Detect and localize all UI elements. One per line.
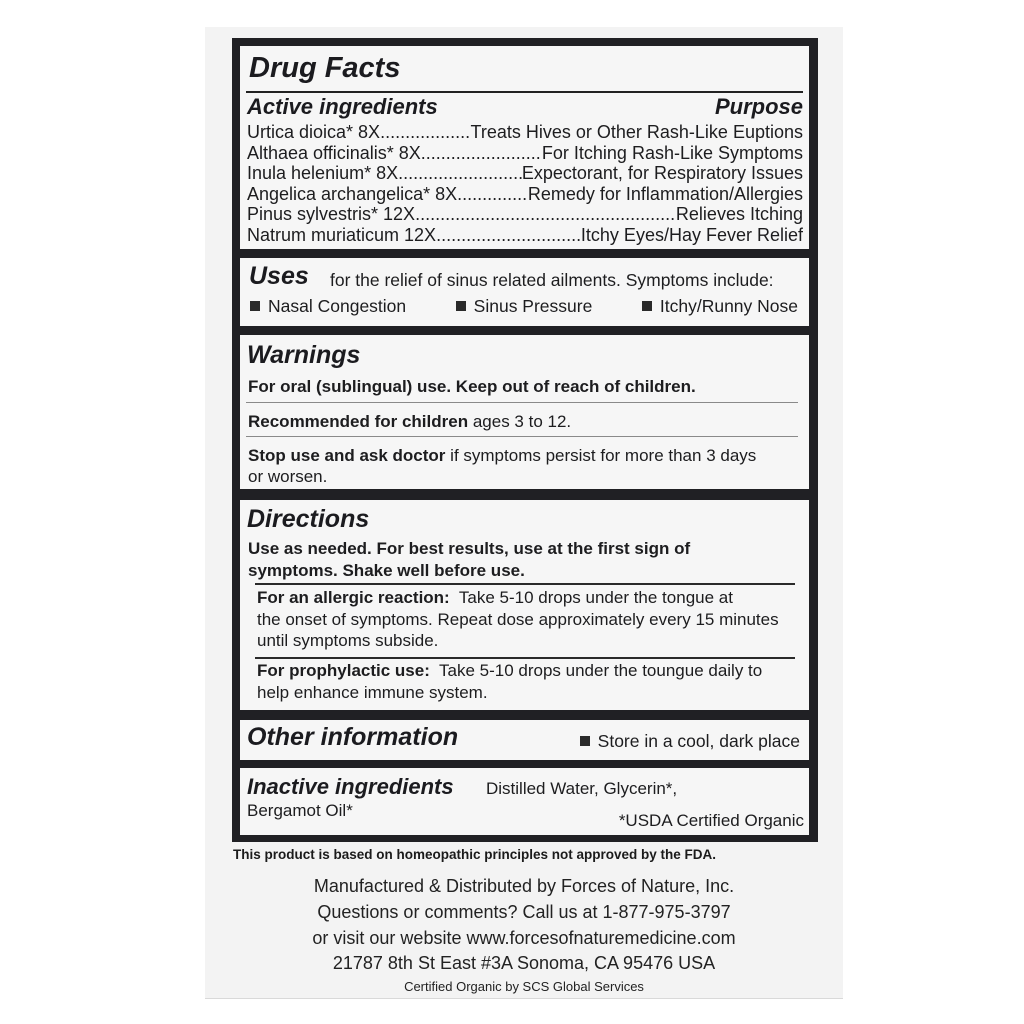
symptom-item: Sinus Pressure: [456, 296, 593, 317]
dot-leader: [380, 122, 470, 143]
active-ingredients-section: [240, 46, 809, 249]
inactive-ingredients-list-cont: Bergamot Oil*: [247, 801, 353, 820]
square-bullet-icon: [456, 301, 466, 311]
divider: [246, 402, 798, 403]
fda-disclaimer: This product is based on homeopathic principles not approved by the FDA.: [233, 847, 717, 862]
uses-section: [240, 258, 809, 326]
directions-section: [240, 500, 809, 710]
ingredient-name: Pinus sylvestris* 12X: [247, 204, 416, 225]
oral-use-warning: For oral (sublingual) use. Keep out of reach of children.: [248, 377, 696, 396]
square-bullet-icon: [642, 301, 652, 311]
drug-facts-title: Drug Facts: [249, 52, 401, 84]
ingredient-name: Angelica archangelica* 8X: [247, 183, 458, 204]
allergic-reaction-directions: For an allergic reaction: Take 5-10 drops under the tongue at the onset of symptoms. Repeat dose approximately every 15 minutes until symptoms subside.: [257, 588, 779, 650]
ingredient-row: [247, 122, 803, 143]
ingredient-name: Natrum muriaticum 12X: [247, 224, 437, 245]
ingredient-purpose: Itchy Eyes/Hay Fever Relief: [580, 224, 803, 245]
square-bullet-icon: [250, 301, 260, 311]
address-line: 21787 8th St East #3A Sonoma, CA 95476 USA: [332, 953, 716, 973]
uses-description: for the relief of sinus related ailments. Symptoms include:: [330, 270, 774, 290]
children-warning: Recommended for children ages 3 to 12.: [248, 412, 572, 431]
contact-phone-line: Questions or comments? Call us at 1-877-975-3797: [317, 902, 731, 922]
ingredient-row: [247, 143, 803, 164]
ingredient-purpose: Treats Hives or Other Rash-Like Euptions: [470, 122, 803, 142]
prophylactic-use-directions: For prophylactic use: Take 5-10 drops under the toungue daily to help enhance immune system.: [257, 661, 763, 702]
divider: [255, 583, 795, 585]
ingredient-name: Urtica dioica* 8X: [247, 122, 381, 142]
storage-info: Store in a cool, dark place: [580, 731, 800, 752]
stop-use-warning: Stop use and ask doctor if symptoms persist for more than 3 days or worsen.: [248, 446, 757, 486]
symptom-item: Nasal Congestion: [250, 296, 406, 317]
ingredient-name: Inula helenium* 8X: [247, 163, 399, 184]
organic-footnote: *USDA Certified Organic: [618, 811, 804, 830]
symptoms-list: [250, 296, 798, 317]
ingredient-row: [247, 225, 803, 246]
purpose-heading: Purpose: [714, 94, 803, 119]
manufacturer-line: Manufactured & Distributed by Forces of Nature, Inc.: [313, 876, 735, 896]
dot-leader: [457, 184, 528, 205]
ingredient-row: [247, 204, 803, 225]
ingredient-purpose: Remedy for Inflammation/Allergies: [527, 183, 803, 204]
dot-leader: [398, 163, 522, 184]
dot-leader: [415, 204, 676, 225]
uses-heading: Uses: [249, 262, 309, 290]
directions-intro: Use as needed. For best results, use at the first sign of symptoms. Shake well before use.: [248, 539, 691, 580]
ingredient-row: [247, 184, 803, 205]
square-bullet-icon: [580, 736, 590, 746]
warnings-heading: Warnings: [247, 341, 361, 369]
active-ingredients-heading: Active ingredients: [247, 94, 438, 119]
inactive-ingredients-list: Distilled Water, Glycerin*,: [486, 779, 678, 798]
other-information-heading: Other information: [247, 723, 459, 751]
ingredient-purpose: For Itching Rash-Like Symptoms: [541, 142, 803, 163]
directions-heading: Directions: [247, 505, 370, 533]
symptom-item: Itchy/Runny Nose: [642, 296, 798, 317]
divider: [255, 657, 795, 659]
inactive-ingredients-heading: Inactive ingredients: [247, 774, 454, 799]
other-information-section: [240, 720, 809, 760]
ingredient-row: [247, 163, 803, 184]
divider: [246, 436, 798, 437]
certification-line: Certified Organic by SCS Global Services: [404, 979, 644, 994]
dot-leader: [421, 143, 542, 164]
warnings-section: [240, 335, 809, 489]
title-divider: [246, 91, 803, 93]
inactive-ingredients-section: [240, 768, 809, 835]
ingredient-purpose: Expectorant, for Respiratory Issues: [521, 163, 803, 184]
active-ingredients-list: [247, 122, 803, 246]
ingredient-name: Althaea officinalis* 8X: [247, 142, 421, 163]
ingredient-purpose: Relieves Itching: [675, 204, 803, 225]
dot-leader: [436, 225, 581, 246]
website-line: or visit our website www.forcesofnaturemedicine.com: [312, 928, 736, 948]
